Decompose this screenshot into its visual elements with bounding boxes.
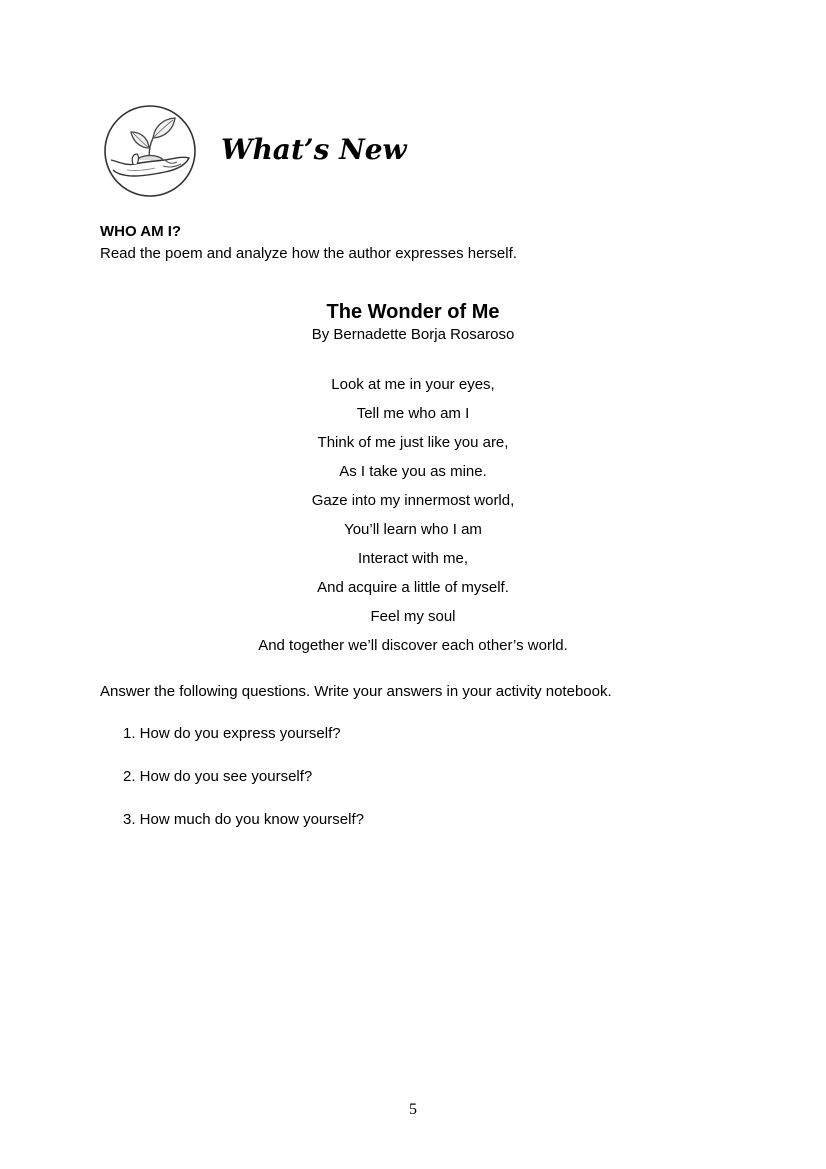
poem-line: Feel my soul xyxy=(370,608,456,625)
hand-holding-seedling-icon xyxy=(103,104,197,198)
page-number: 5 xyxy=(409,1101,417,1118)
poem-title: The Wonder of Me xyxy=(326,301,500,323)
question-item: 1. How do you express yourself? xyxy=(123,725,341,742)
section-title: What’s New xyxy=(221,133,407,166)
poem-line: Think of me just like you are, xyxy=(317,434,509,451)
poem-line: As I take you as mine. xyxy=(339,463,487,480)
activity-instruction: Read the poem and analyze how the author expresses herself. xyxy=(100,245,517,262)
question-list xyxy=(123,724,364,853)
activity-heading: WHO AM I? xyxy=(100,223,182,240)
poem-line: Tell me who am I xyxy=(356,405,470,422)
question-item: 2. How do you see yourself? xyxy=(123,768,313,785)
poem-body xyxy=(0,370,826,660)
poem-line: You’ll learn who I am xyxy=(344,521,482,538)
poem-line: Interact with me, xyxy=(357,550,469,567)
questions-prompt: Answer the following questions. Write your answers in your activity notebook. xyxy=(100,683,612,700)
poem-line: And acquire a little of myself. xyxy=(317,579,509,596)
poem-author: By Bernadette Borja Rosaroso xyxy=(311,326,515,343)
poem-line: And together we’ll discover each other’s world. xyxy=(258,637,568,654)
poem-line: Look at me in your eyes, xyxy=(331,376,495,393)
poem-line: Gaze into my innermost world, xyxy=(311,492,515,509)
question-item: 3. How much do you know yourself? xyxy=(123,811,364,828)
